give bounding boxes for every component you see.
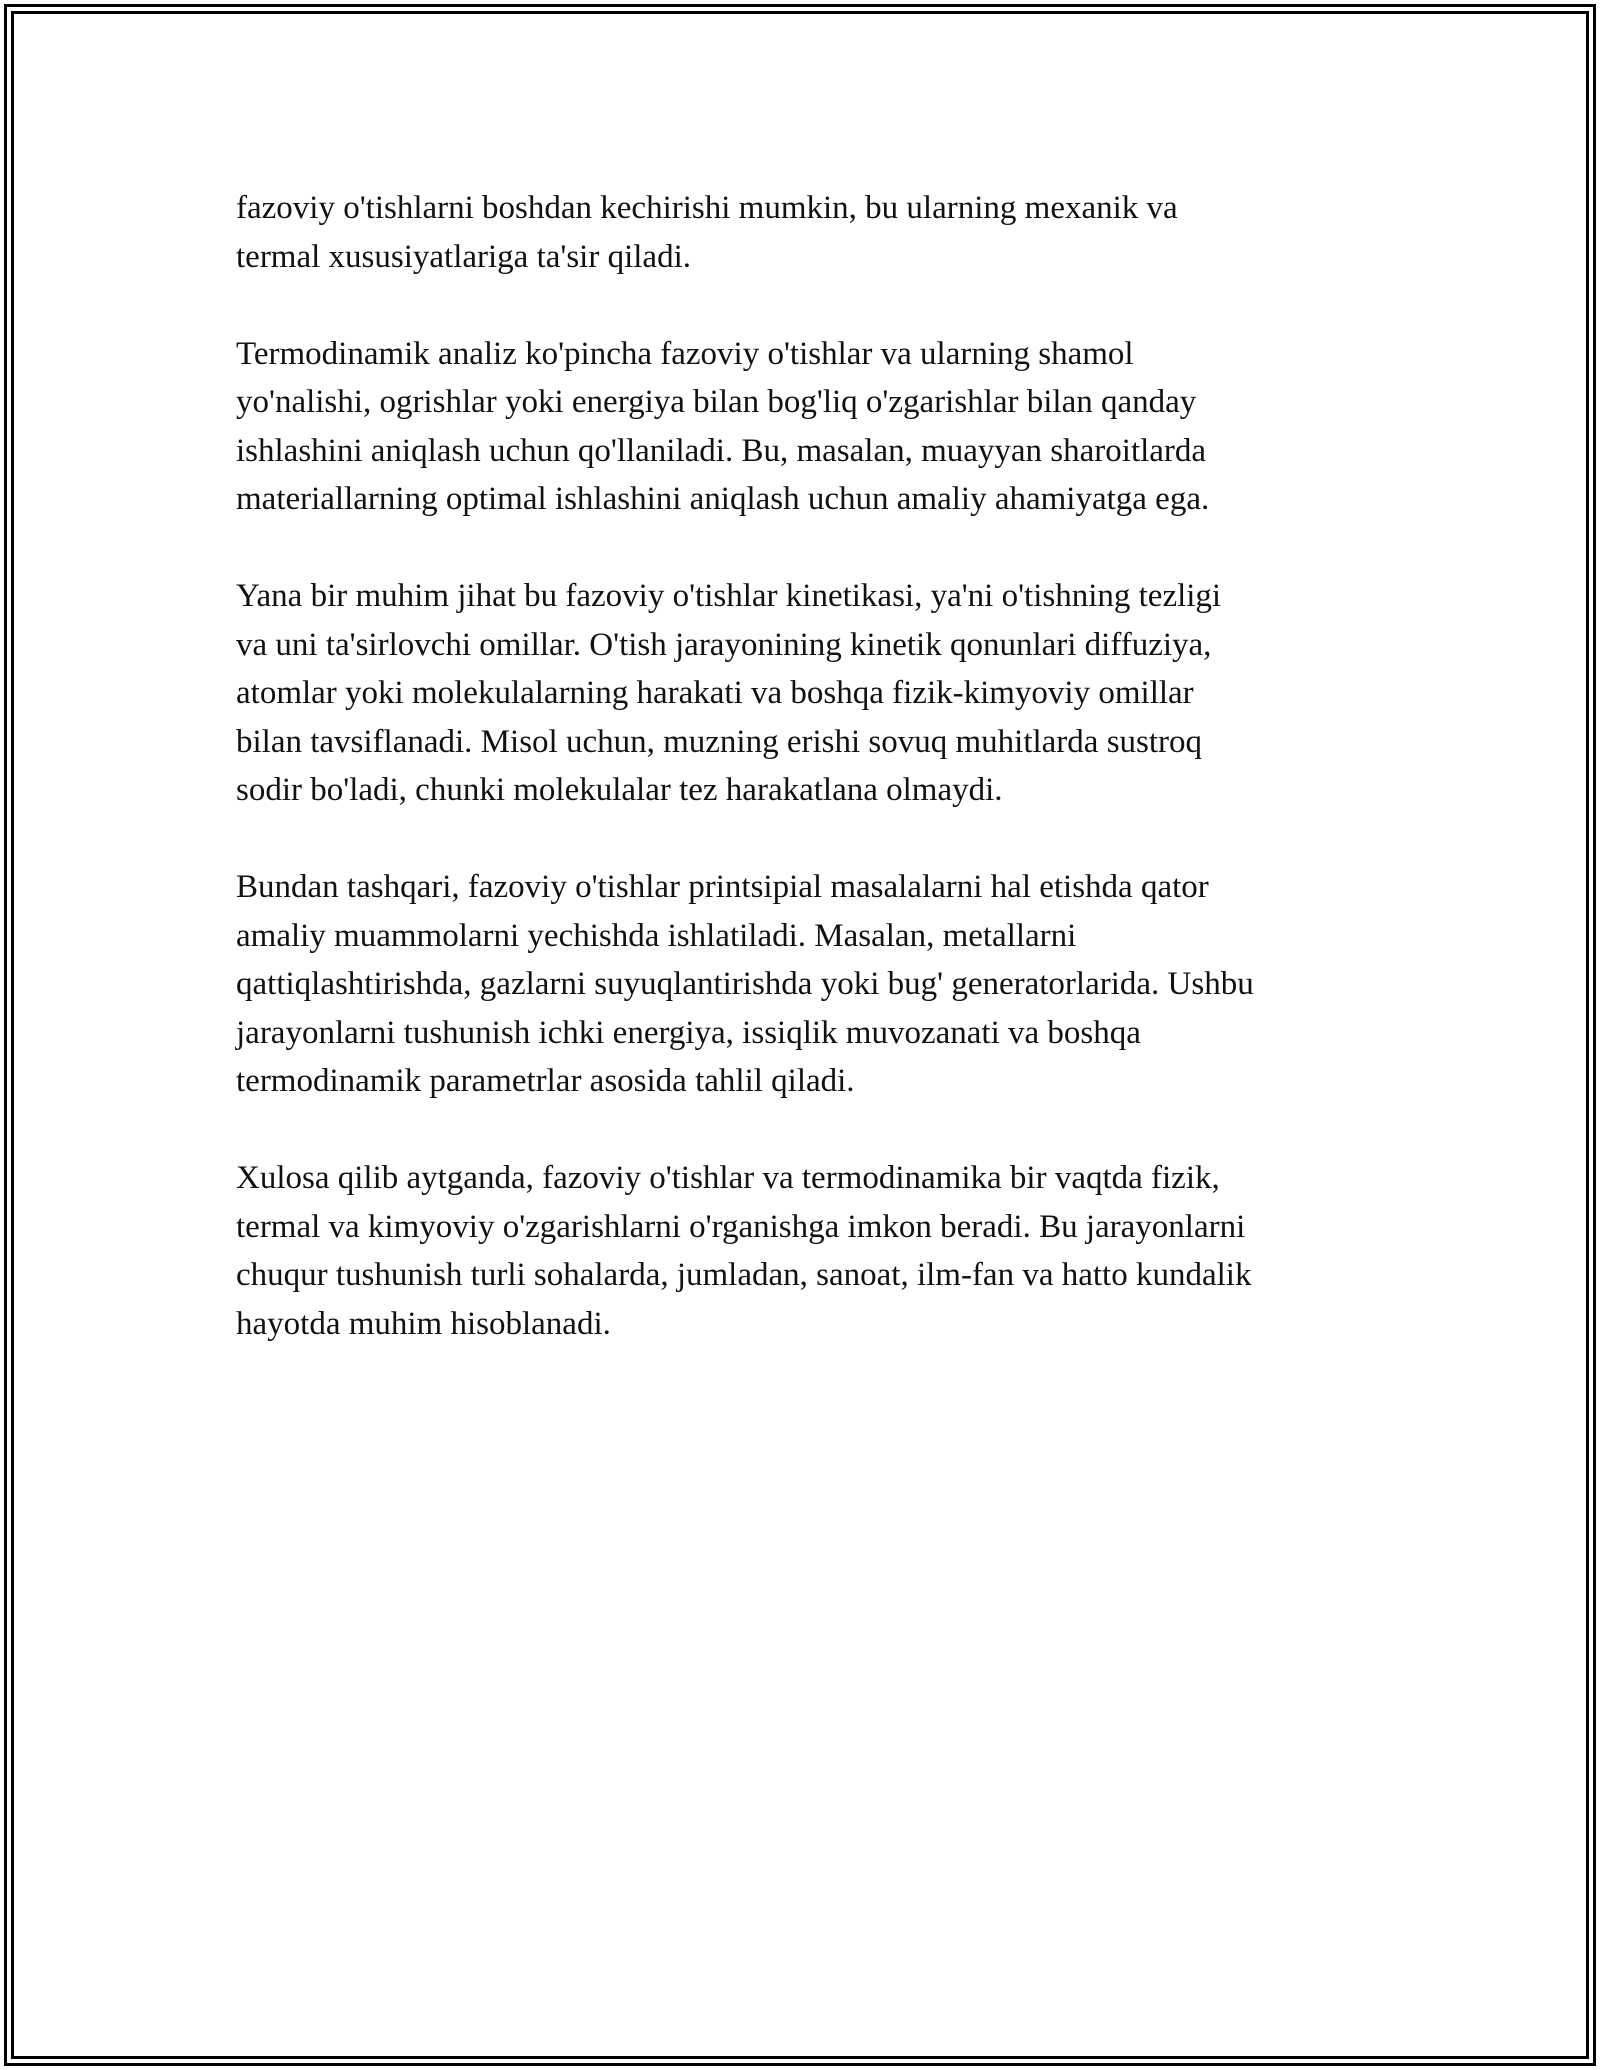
document-body: [236, 184, 1396, 1397]
paragraph-1: fazoviy o'tishlarni boshdan kechirishi mumkin, bu ularning mexanik va termal xususiyatlariga ta'sir qiladi.: [236, 190, 1178, 275]
paragraph-3: Yana bir muhim jihat bu fazoviy o'tishlar kinetikasi, ya'ni o'tishning tezligi va uni ta'sirlovchi omillar. O'tish jarayonining kinetik qonunlari diffuziya, atomlar yoki molekulalarning harakati va boshqa fizik-kimyoviy omillar bilan tavsiflanadi. Misol uchun, muzning erishi sovuq muhitlarda sustroq sodir bo'ladi, chunki molekulalar tez harakatlana olmaydi.: [236, 578, 1222, 808]
paragraph-4: Bundan tashqari, fazoviy o'tishlar printsipial masalalarni hal etishda qator amaliy muammolarni yechishda ishlatiladi. Masalan, metallarni qattiqlashtirishda, gazlarni suyuqlantirishda yoki bug' generatorlarida. Ushbu jarayonlarni tushunish ichki energiya, issiqlik muvozanati va boshqa termodinamik parametrlar asosida tahlil qiladi.: [236, 869, 1254, 1099]
paragraph-2: Termodinamik analiz ko'pincha fazoviy o'tishlar va ularning shamol yo'nalishi, ogrishlar yoki energiya bilan bog'liq o'zgarishlar bilan qanday ishlashini aniqlash uchun qo'llaniladi. Bu, masalan, muayyan sharoitlarda materiallarning optimal ishlashini aniqlash uchun amaliy ahamiyatga ega.: [236, 335, 1210, 517]
paragraph-5: Xulosa qilib aytganda, fazoviy o'tishlar va termodinamika bir vaqtda fizik, termal va kimyoviy o'zgarishlarni o'rganishga imkon beradi. Bu jarayonlarni chuqur tushunish turli sohalarda, jumladan, sanoat, ilm-fan va hatto kundalik hayotda muhim hisoblanadi.: [236, 1160, 1252, 1342]
